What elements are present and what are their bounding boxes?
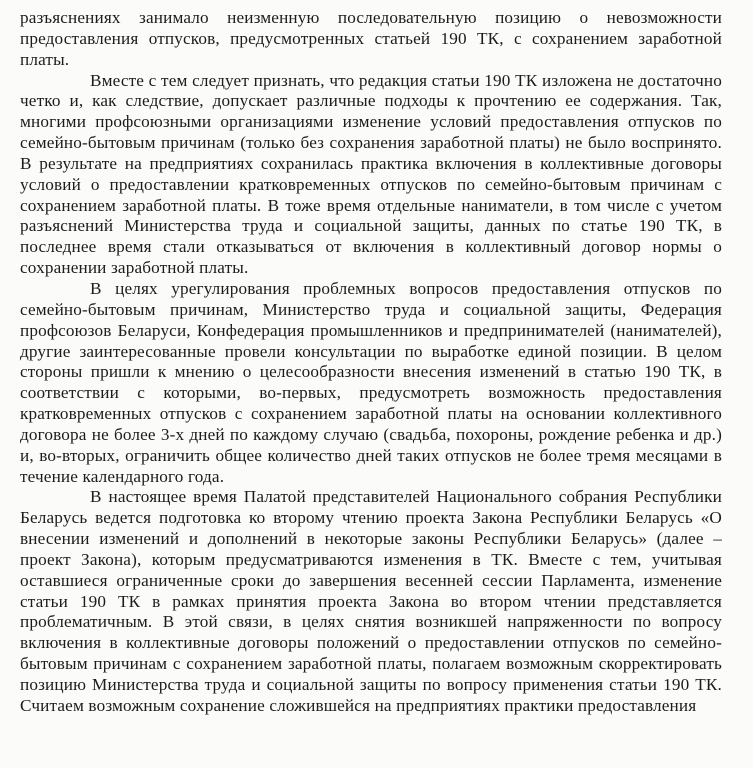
paragraph-article-190-ambiguity: Вместе с тем следует признать, что редакция статьи 190 ТК изложена не достаточно четко и, как следствие, допускает различные подходы к прочтению ее содержания. Так, многими профсоюзными организациями изменение условий предоставления отпусков по семейно-бытовым причинам (только без сохранения заработной платы) не было воспринято. В результате на предприятиях сохранилась практика включения в коллективные договоры условий о предоставлении кратковременных отпусков по семейно-бытовым причинам с сохранением заработной платы. В тоже время отдельные наниматели, в том числе с учетом разъяснений Министерства труда и социальной защиты, данных по статье 190 ТК, в последнее время стали отказываться от включения в коллективный договор нормы о сохранении заработной платы. [20,70,722,278]
document-text [20,8,722,717]
paragraph-draft-law: В настоящее время Палатой представителей Национального собрания Республики Беларусь ведется подготовка ко второму чтению проекта Закона Республики Беларусь «О внесении изменений и дополнений в некоторые законы Республики Беларусь» (далее – проект Закона), которым предусматриваются изменения в ТК. Вместе с тем, учитывая оставшиеся ограниченные сроки до завершения весенней сессии Парламента, изменение статьи 190 ТК в рамках принятия проекта Закона во втором чтении представляется проблематичным. В этой связи, в целях снятия возникшей напряженности по вопросу включения в коллективные договоры положений о предоставлении отпусков по семейно-бытовым причинам с сохранением заработной платы, полагаем возможным скорректировать позицию Министерства труда и социальной защиты по вопросу применения статьи 190 ТК. Считаем возможным сохранение сложившейся на предприятиях практики предоставления [20,487,722,715]
paragraph-continuation: разъяснениях занимало неизменную последовательную позицию о невозможности предоставления отпусков, предусмотренных статьей 190 ТК, с сохранением заработной платы. [20,8,722,69]
paragraph-consultations: В целях урегулирования проблемных вопросов предоставления отпусков по семейно-бытовым причинам, Министерство труда и социальной защиты, Федерация профсоюзов Беларуси, Конфедерация промышленников и предпринимателей (нанимателей), другие заинтересованные провели консультации по выработке единой позиции. В целом стороны пришли к мнению о целесообразности внесения изменений в статью 190 ТК, в соответствии с которыми, во-первых, предусмотреть возможность предоставления кратковременных отпусков с сохранением заработной платы на основании коллективного договора не более 3-х дней по каждому случаю (свадьба, похороны, рождение ребенка и др.) и, во-вторых, ограничить общее количество дней таких отпусков не более тремя месяцами в течение календарного года. [20,278,722,486]
